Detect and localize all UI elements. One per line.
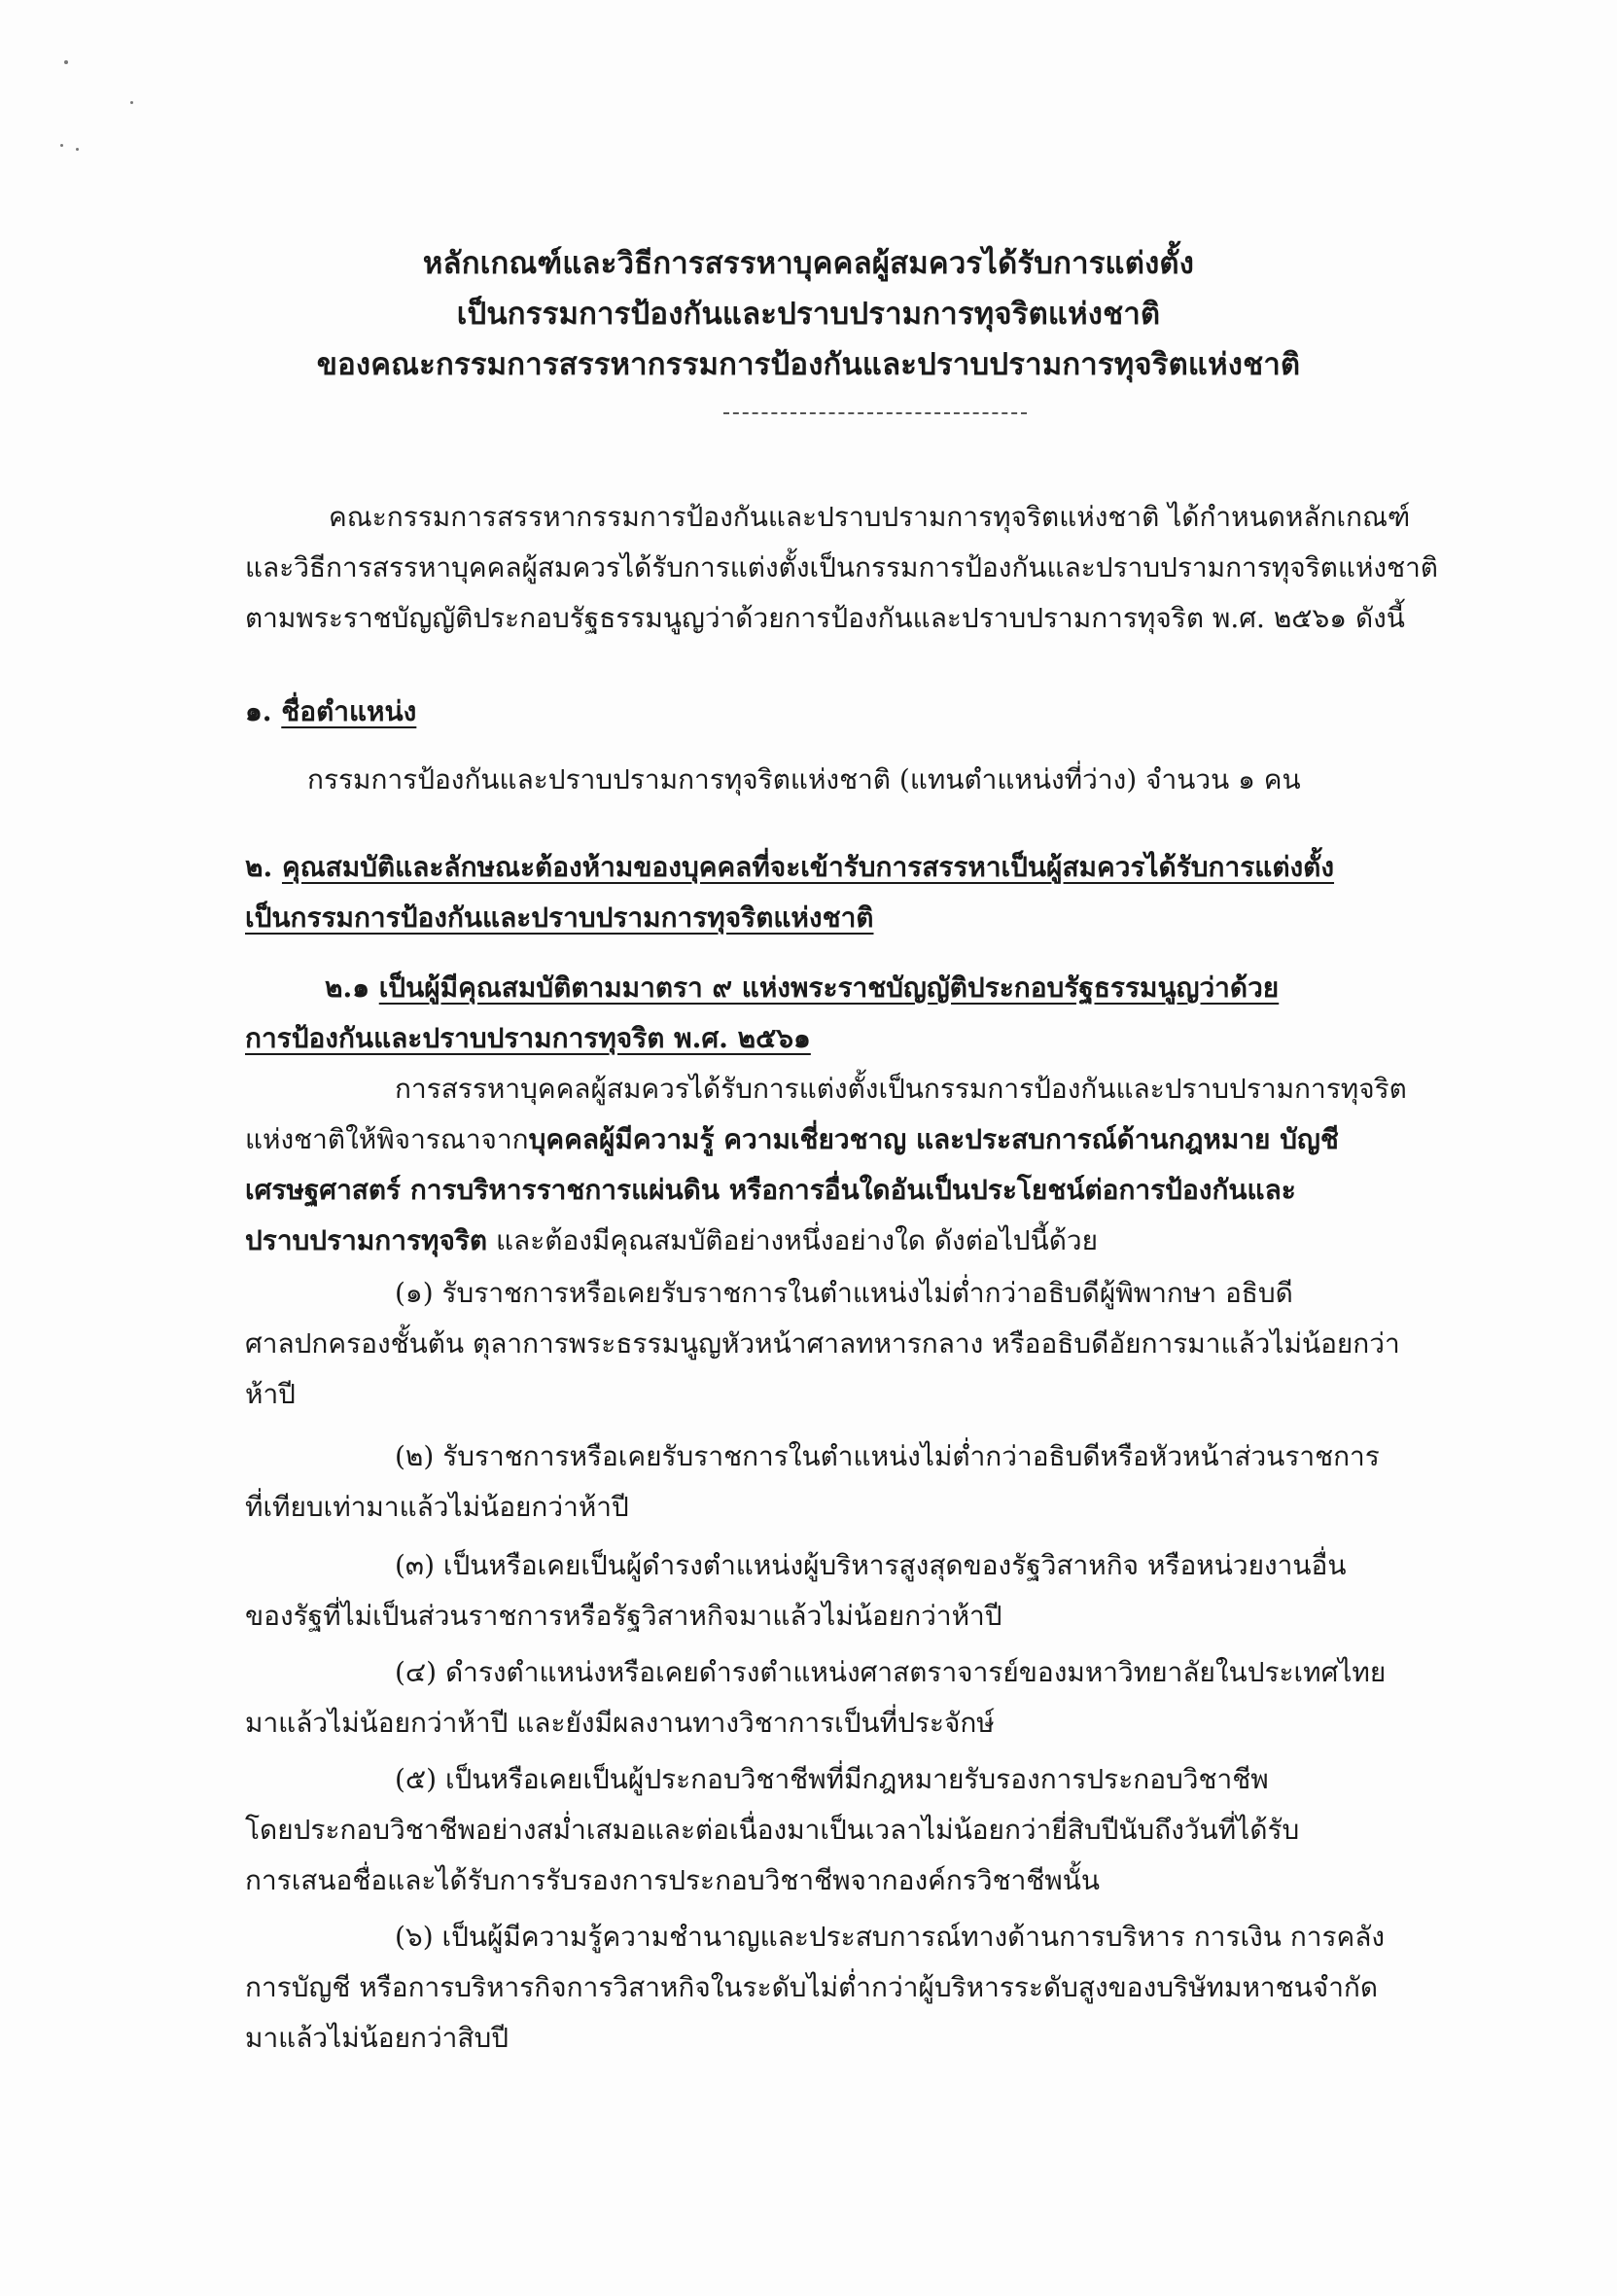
item-1-line-2: ศาลปกครองชั้นต้น ตุลาการพระธรรมนูญหัวหน้าศาลทหารกลาง หรืออธิบดีอัยการมาแล้วไม่น้อยกว่า bbox=[245, 1327, 1400, 1360]
item-2-line-2: ที่เทียบเท่ามาแล้วไม่น้อยกว่าห้าปี bbox=[245, 1491, 629, 1523]
item-3-line-2: ของรัฐที่ไม่เป็นส่วนราชการหรือรัฐวิสาหกิจมาแล้วไม่น้อยกว่าห้าปี bbox=[245, 1600, 1002, 1632]
section-2-heading-line-1 bbox=[245, 848, 1334, 887]
item-5-line-1: (๕) เป็นหรือเคยเป็นผู้ประกอบวิชาชีพที่มีกฎหมายรับรองการประกอบวิชาชีพ bbox=[395, 1763, 1269, 1795]
item-5-line-2: โดยประกอบวิชาชีพอย่างสม่ำเสมอและต่อเนื่องมาเป็นเวลาไม่น้อยกว่ายี่สิบปีนับถึงวันที่ได้รับ bbox=[245, 1814, 1300, 1846]
scan-speck bbox=[76, 148, 79, 151]
scan-speck bbox=[60, 144, 63, 147]
document-title-line-1: หลักเกณฑ์และวิธีการสรรหาบุคคลผู้สมควรได้รับการแต่งตั้ง bbox=[422, 246, 1195, 281]
item-4-line-1: (๔) ดำรงตำแหน่งหรือเคยดำรงตำแหน่งศาสตราจารย์ของมหาวิทยาลัยในประเทศไทย bbox=[395, 1656, 1387, 1688]
item-1-line-1: (๑) รับราชการหรือเคยรับราชการในตำแหน่งไม่ต่ำกว่าอธิบดีผู้พิพากษา อธิบดี bbox=[395, 1277, 1293, 1309]
item-6-line-2: การบัญชี หรือการบริหารกิจการวิสาหกิจในระดับไม่ต่ำกว่าผู้บริหารระดับสูงของบริษัทมหาชนจำกัด bbox=[245, 1971, 1379, 2003]
subsection-2-1-para-line-1: การสรรหาบุคคลผู้สมควรได้รับการแต่งตั้งเป็นกรรมการป้องกันและปราบปรามการทุจริต bbox=[395, 1073, 1407, 1105]
item-4-line-2: มาแล้วไม่น้อยกว่าห้าปี และยังมีผลงานทางวิชาการเป็นที่ประจักษ์ bbox=[245, 1707, 995, 1739]
subsection-2-1-number: ๒.๑ bbox=[325, 971, 369, 1004]
para-line-4-bold: ปราบปรามการทุจริต bbox=[245, 1224, 488, 1256]
item-5-line-3: การเสนอชื่อและได้รับการรับรองการประกอบวิชาชีพจากองค์กรวิชาชีพนั้น bbox=[245, 1864, 1101, 1896]
section-1-body: กรรมการป้องกันและปราบปรามการทุจริตแห่งชาติ (แทนตำแหน่งที่ว่าง) จำนวน ๑ คน bbox=[307, 763, 1301, 795]
item-2-line-1: (๒) รับราชการหรือเคยรับราชการในตำแหน่งไม่ต่ำกว่าอธิบดีหรือหัวหน้าส่วนราชการ bbox=[395, 1440, 1380, 1472]
subsection-2-1-heading-line-2: การป้องกันและปราบปรามการทุจริต พ.ศ. ๒๕๖๑ bbox=[245, 1022, 811, 1054]
section-2-heading-line-2: เป็นกรรมการป้องกันและปราบปรามการทุจริตแห่งชาติ bbox=[245, 901, 874, 934]
item-6-line-1: (๖) เป็นผู้มีความรู้ความชำนาญและประสบการณ์ทางด้านการบริหาร การเงิน การคลัง bbox=[395, 1921, 1386, 1953]
scan-speck bbox=[130, 101, 133, 104]
subsection-2-1-heading-line-1 bbox=[325, 969, 1279, 1007]
intro-line-3: ตามพระราชบัญญัติประกอบรัฐธรรมนูญว่าด้วยการป้องกันและปราบปรามการทุจริต พ.ศ. ๒๕๖๑ ดังนี้ bbox=[245, 602, 1405, 634]
subsection-2-1-title-part-1: เป็นผู้มีคุณสมบัติตามมาตรา ๙ แห่งพระราชบัญญัติประกอบรัฐธรรมนูญว่าด้วย bbox=[378, 971, 1280, 1004]
subsection-2-1-para-line-4 bbox=[245, 1221, 1098, 1260]
section-1-heading bbox=[245, 692, 416, 731]
para-line-2-bold: บุคคลผู้มีความรู้ ความเชี่ยวชาญ และประสบการณ์ด้านกฎหมาย บัญชี bbox=[528, 1123, 1339, 1155]
title-divider bbox=[723, 412, 1027, 414]
section-1-title: ชื่อตำแหน่ง bbox=[281, 695, 417, 727]
item-6-line-3: มาแล้วไม่น้อยกว่าสิบปี bbox=[245, 2022, 510, 2054]
document-title-line-3: ของคณะกรรมการสรรหากรรมการป้องกันและปราบปรามการทุจริตแห่งชาติ bbox=[316, 347, 1301, 382]
subsection-2-1-para-line-2 bbox=[245, 1120, 1339, 1159]
item-1-line-3: ห้าปี bbox=[245, 1378, 296, 1410]
intro-line-2: และวิธีการสรรหาบุคคลผู้สมควรได้รับการแต่งตั้งเป็นกรรมการป้องกันและปราบปรามการทุจริตแห่งชาติ bbox=[245, 551, 1438, 583]
para-line-4-text: และต้องมีคุณสมบัติอย่างหนึ่งอย่างใด ดังต่อไปนี้ด้วย bbox=[487, 1224, 1099, 1256]
intro-line-1: คณะกรรมการสรรหากรรมการป้องกันและปราบปรามการทุจริตแห่งชาติ ได้กำหนดหลักเกณฑ์ bbox=[329, 501, 1411, 533]
subsection-2-1-para-line-3: เศรษฐศาสตร์ การบริหารราชการแผ่นดิน หรือการอื่นใดอันเป็นประโยชน์ต่อการป้องกันและ bbox=[245, 1174, 1296, 1206]
section-2-number: ๒. bbox=[245, 851, 273, 883]
scan-speck bbox=[64, 60, 68, 64]
section-2-title-part-1: คุณสมบัติและลักษณะต้องห้ามของบุคคลที่จะเข้ารับการสรรหาเป็นผู้สมควรได้รับการแต่งตั้ง bbox=[281, 851, 1335, 883]
para-line-2-text: แห่งชาติให้พิจารณาจาก bbox=[245, 1123, 529, 1155]
item-3-line-1: (๓) เป็นหรือเคยเป็นผู้ดำรงตำแหน่งผู้บริหารสูงสุดของรัฐวิสาหกิจ หรือหน่วยงานอื่น bbox=[395, 1549, 1347, 1581]
section-1-number: ๑. bbox=[245, 695, 272, 727]
document-title-line-2: เป็นกรรมการป้องกันและปราบปรามการทุจริตแห่งชาติ bbox=[456, 297, 1161, 332]
